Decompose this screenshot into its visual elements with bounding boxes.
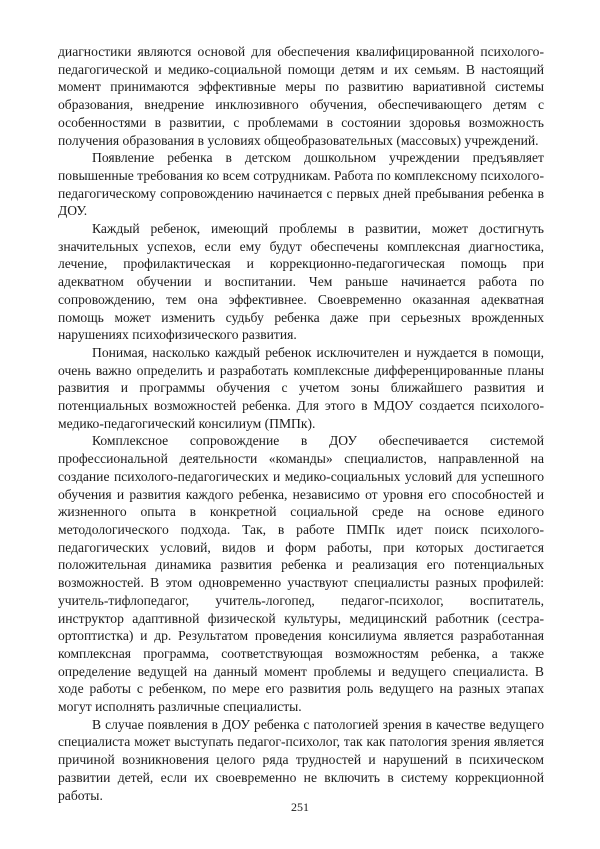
- paragraph-5: Комплексное сопровождение в ДОУ обеспечивается системой профессиональной деятельности «команды» специалистов, направленной на создание психолого-педагогических и медико-социальных условий для успешного обучения и развития каждого ребенка, независимо от уровня его способностей и жизненного опыта в конкретной социальной среде на основе единого методологического подхода. Так, в работе ПМПк идет поиск психолого-педагогических условий, видов и форм работы, при которых достигается положительная динамика развития ребенка и реализация его потенциальных возможностей. В этом одновременно участвуют специалисты разных профилей: учитель-тифлопедагог, учитель-логопед, педагог-психолог, воспитатель, инструктор адаптивной физической культуры, медицинский работник (сестра-ортоптистка) и др. Результатом проведения консилиума является разработанная комплексная программа, соответствующая возможностям ребенка, а также определение ведущей на данный момент проблемы и ведущего специалиста. В ходе работы с ребенком, по мере его развития роль ведущего на разных этапах могут исполнять различные специалисты.: [58, 433, 544, 715]
- paragraph-4: Понимая, насколько каждый ребенок исключителен и нуждается в помощи, очень важно определить и разработать комплексные дифференцированные планы развития и программы обучения с учетом зоны ближайшего развития и потенциальных возможностей ребенка. Для этого в МДОУ создается психолого-медико-педагогический консилиум (ПМПк).: [58, 344, 544, 431]
- paragraph-1: диагностики являются основой для обеспечения квалифицированной психолого-педагогической и медико-социальной помощи детям и их семьям. В настоящий момент принимаются эффективные меры по развитию вариативной системы образования, внедрение инклюзивного обучения, обеспечивающего детям с особенностями в развитии, с проблемами в состоянии здоровья возможность получения образования в условиях общеобразовательных (массовых) учреждений.: [58, 44, 544, 148]
- paragraph-2: Появление ребенка в детском дошкольном учреждении предъявляет повышенные требования ко всем сотрудникам. Работа по комплексному психолого-педагогическому сопровождению начинается с первых дней пребывания ребенка в ДОУ.: [58, 150, 544, 219]
- paragraph-3: Каждый ребенок, имеющий проблемы в развитии, может достигнуть значительных успехов, если ему будут обеспечены комплексная диагностика, лечение, профилактическая и коррекционно-педагогическая помощь при адекватном обучении и воспитании. Чем раньше начинается работа по сопровождению, тем она эффективнее. Своевременно оказанная адекватная помощь может изменить судьбу ребенка даже при серьезных врожденных нарушениях психофизического развития.: [58, 221, 544, 343]
- page-number: 251: [291, 800, 309, 814]
- body-text: [58, 43, 544, 804]
- paragraph-6: В случае появления в ДОУ ребенка с патологией зрения в качестве ведущего специалиста может выступать педагог-психолог, так как патология зрения является причиной возникновения целого ряда трудностей и нарушений в психическом развитии детей, если их своевременно не включить в систему коррекционной работы.: [58, 716, 544, 803]
